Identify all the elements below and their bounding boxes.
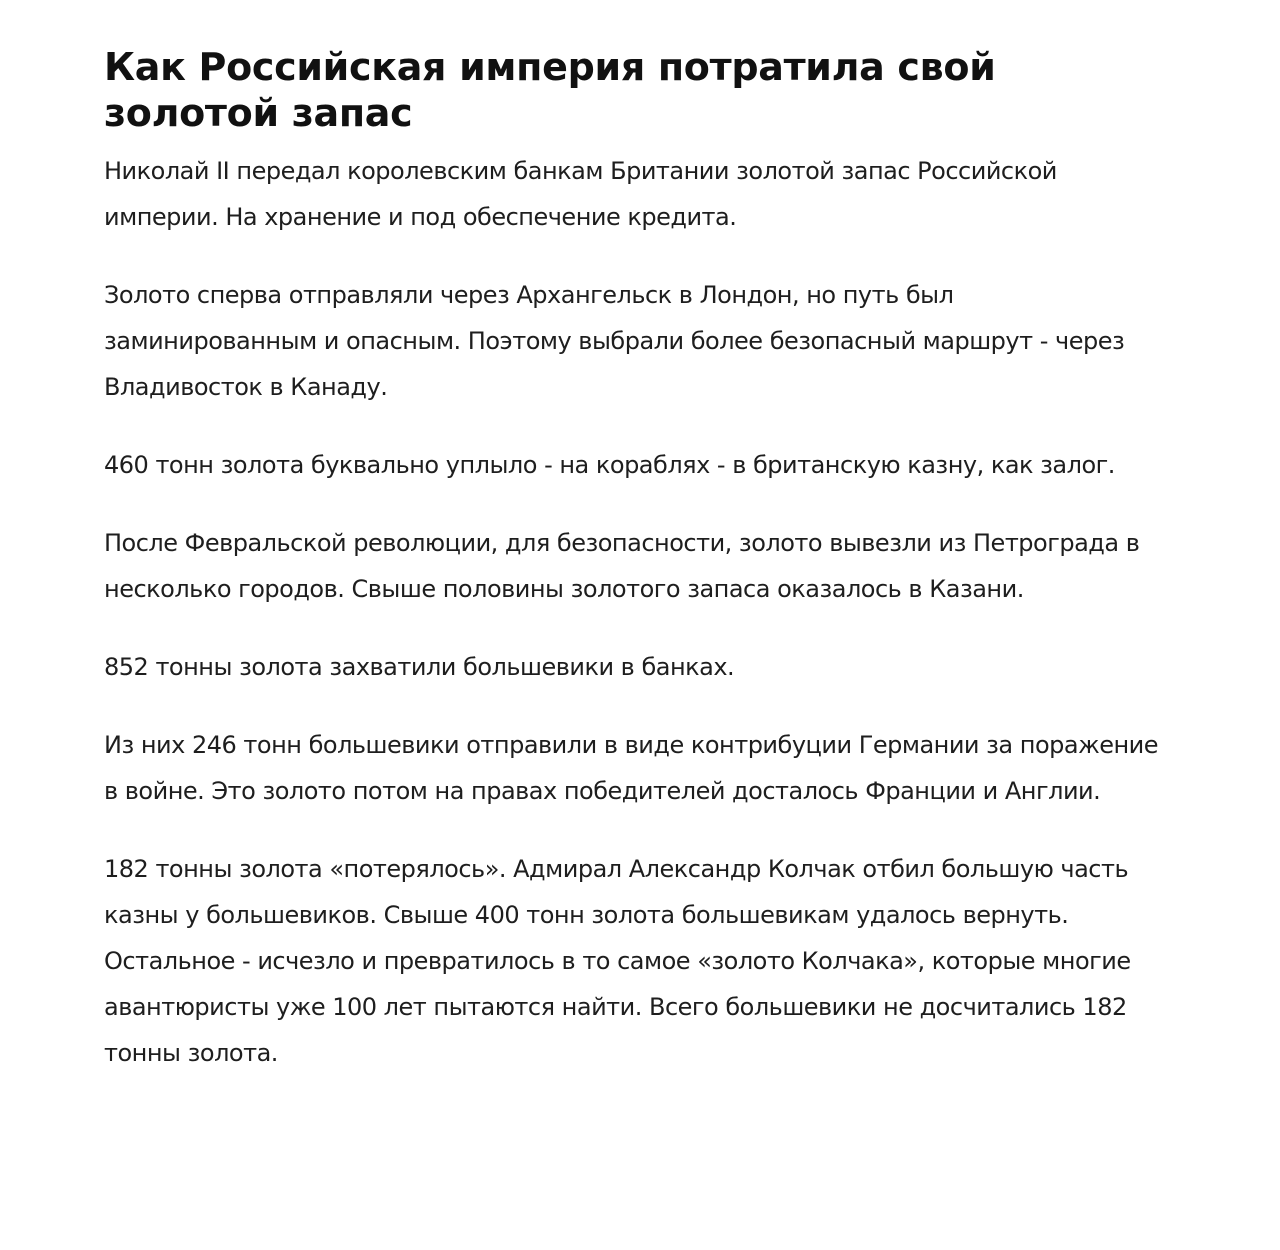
- paragraph: 852 тонны золота захватили большевики в банках.: [104, 653, 735, 681]
- paragraph: 460 тонн золота буквально уплыло - на кораблях - в британскую казну, как залог.: [104, 451, 1115, 479]
- paragraph: Из них 246 тонн большевики отправили в виде контрибуции Германии за поражение в войне. Это золото потом на правах победителей досталось Франции и Англии.: [104, 731, 1159, 805]
- paragraph: Николай II передал королевским банкам Британии золотой запас Российской империи. На хранение и под обеспечение кредита.: [104, 157, 1057, 231]
- paragraph: Золото сперва отправляли через Архангельск в Лондон, но путь был заминированным и опасным. Поэтому выбрали более безопасный маршрут - через Владивосток в Канаду.: [104, 281, 1125, 401]
- article-title: Как Российская империя потратила свой золотой запас: [104, 45, 996, 135]
- article: [104, 44, 1164, 1076]
- paragraph: После Февральской революции, для безопасности, золото вывезли из Петрограда в несколько городов. Свыше половины золотого запаса оказалось в Казани.: [104, 529, 1140, 603]
- paragraph: 182 тонны золота «потерялось». Адмирал Александр Колчак отбил большую часть казны у большевиков. Свыше 400 тонн золота большевикам удалось вернуть. Остальное - исчезло и превратилось в то самое «золото Колчака», которые многие авантюристы уже 100 лет пытаются найти. Всего большевики не досчитались 182 тонны золота.: [104, 855, 1131, 1067]
- article-body: [104, 148, 1164, 1076]
